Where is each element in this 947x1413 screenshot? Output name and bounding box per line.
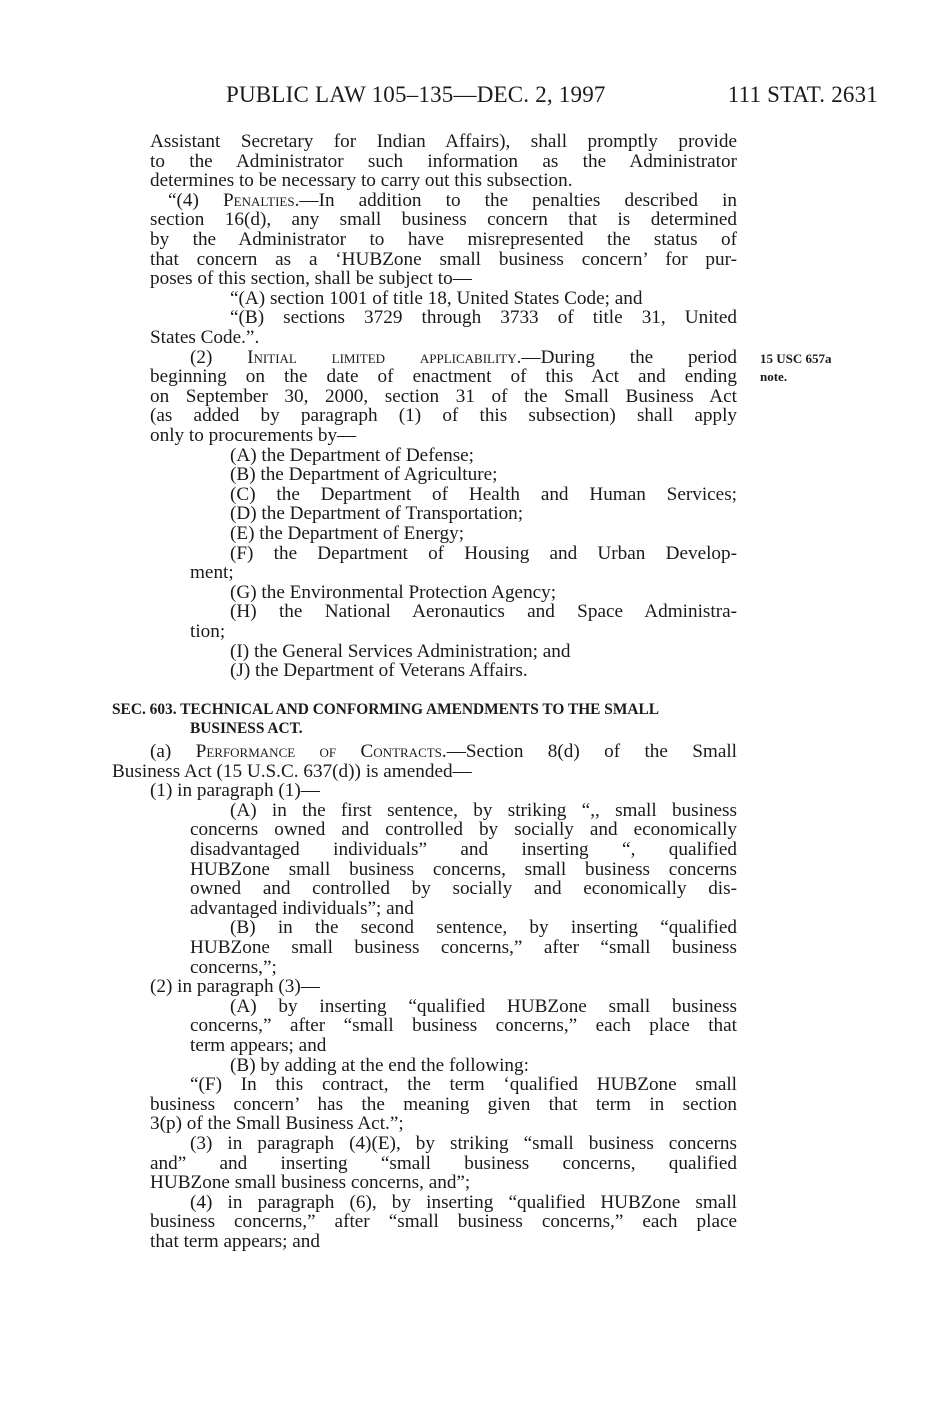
text-line: advantaged individuals”; and [190, 897, 414, 919]
text-line: tion; [190, 621, 226, 642]
margin-note [760, 350, 832, 386]
text-line: business concerns,” after “small business concerns,” each place [150, 1211, 737, 1233]
heading-performance-of-contracts: Performance of Contracts [195, 741, 442, 762]
text-line: (2) in paragraph (3)— [150, 976, 320, 998]
text-line: (as added by paragraph (1) of this subsection) shall apply [150, 405, 737, 427]
heading-initial-limited-applicability: Initial limited applicability [247, 346, 517, 368]
text-line: 3(p) of the Small Business Act.”; [150, 1113, 404, 1135]
text-line: and” and inserting “small business concerns, qualified [150, 1152, 737, 1174]
text-line: disadvantaged individuals” and inserting “, qualified [190, 839, 737, 860]
text-line: concerns owned and controlled by socially and economically [190, 819, 737, 841]
text-line: (I) the General Services Administration; and [230, 640, 571, 662]
text-line: Business Act (15 U.S.C. 637(d)) is amended— [112, 760, 472, 782]
text-line: (A) the Department of Defense; [230, 444, 475, 466]
text-line: concerns,” after “small business concerns,” each place that [190, 1015, 737, 1037]
text-line: on September 30, 2000, section 31 of the Small Business Act [150, 385, 737, 407]
text-line: (C) the Department of Health and Human Services; [230, 483, 737, 505]
text-line: (D) the Department of Transportation; [230, 503, 524, 525]
text-line: poses of this section, shall be subject to— [150, 268, 472, 290]
text-line: (B) the Department of Agriculture; [230, 464, 498, 486]
text-line: “(A) section 1001 of title 18, United States Code; and [230, 287, 643, 309]
text-line: “(4) Penalties.—In addition to the penalties described in [168, 189, 738, 211]
running-head-title: PUBLIC LAW 105–135—DEC. 2, 1997 [226, 82, 606, 107]
text-line: (B) by adding at the end the following: [230, 1054, 529, 1076]
page-header [226, 82, 878, 112]
text-line: (A) in the first sentence, by striking “,, small business [230, 799, 737, 821]
text-line: “(B) sections 3729 through 3733 of title 31, United [230, 307, 737, 329]
margin-note-label: note. [760, 369, 788, 384]
margin-note-citation: 15 USC 657a [760, 351, 832, 366]
text-line: section 16(d), any small business concern that is determined [150, 209, 737, 231]
text-line: Assistant Secretary for Indian Affairs), shall promptly provide [150, 131, 737, 152]
text-line: States Code.”. [150, 327, 260, 348]
text-line: “(F) In this contract, the term ‘qualified HUBZone small [190, 1074, 737, 1096]
text-line: (J) the Department of Veterans Affairs. [230, 660, 528, 682]
text-line: (A) by inserting “qualified HUBZone small business [230, 995, 737, 1017]
text-line: by the Administrator to have misrepresented the status of [150, 229, 737, 250]
text-line: HUBZone small business concerns,” after “small business [190, 937, 737, 958]
text-line: (H) the National Aeronautics and Space Administra- [230, 601, 737, 623]
heading-penalties: Penalties [223, 189, 295, 211]
text-line: concerns,”; [190, 956, 277, 978]
text-line: HUBZone small business concerns, small business concerns [190, 858, 737, 880]
text-line: ment; [190, 562, 234, 584]
text-line: beginning on the date of enactment of this Act and ending [150, 366, 737, 388]
text-line: (E) the Department of Energy; [230, 523, 465, 544]
text-line: (1) in paragraph (1)— [150, 780, 320, 802]
text-line: (4) in paragraph (6), by inserting “qualified HUBZone small [190, 1191, 737, 1213]
text-line: (a) Performance of Contracts.—Section 8(d) of the Small [150, 741, 738, 762]
text-line: only to procurements by— [150, 425, 357, 446]
text-line: (F) the Department of Housing and Urban Develop- [230, 542, 737, 564]
text-line: that concern as a ‘HUBZone small business concern’ for pur- [150, 248, 737, 270]
text-line: that term appears; and [150, 1231, 320, 1252]
text-line: HUBZone small business concerns, and”; [150, 1172, 471, 1194]
text-line: (B) in the second sentence, by inserting “qualified [230, 917, 737, 939]
text-line: (2) Initial limited applicability.—During the period [190, 346, 737, 368]
text-line: (G) the Environmental Protection Agency; [230, 581, 557, 603]
text-line: term appears; and [190, 1035, 327, 1056]
section-heading: SEC. 603. TECHNICAL AND CONFORMING AMENDMENTS TO THE SMALL [112, 701, 660, 718]
text-line: (3) in paragraph (4)(E), by striking “small business concerns [190, 1133, 737, 1154]
statute-page-number: 111 STAT. 2631 [727, 82, 878, 107]
section-heading-continued: BUSINESS ACT. [190, 720, 303, 737]
text-line: determines to be necessary to carry out this subsection. [150, 170, 573, 192]
text-line: to the Administrator such information as the Administrator [150, 150, 737, 172]
text-line: owned and controlled by socially and economically dis- [190, 878, 737, 900]
text-line: business concern’ has the meaning given that term in section [150, 1093, 737, 1115]
